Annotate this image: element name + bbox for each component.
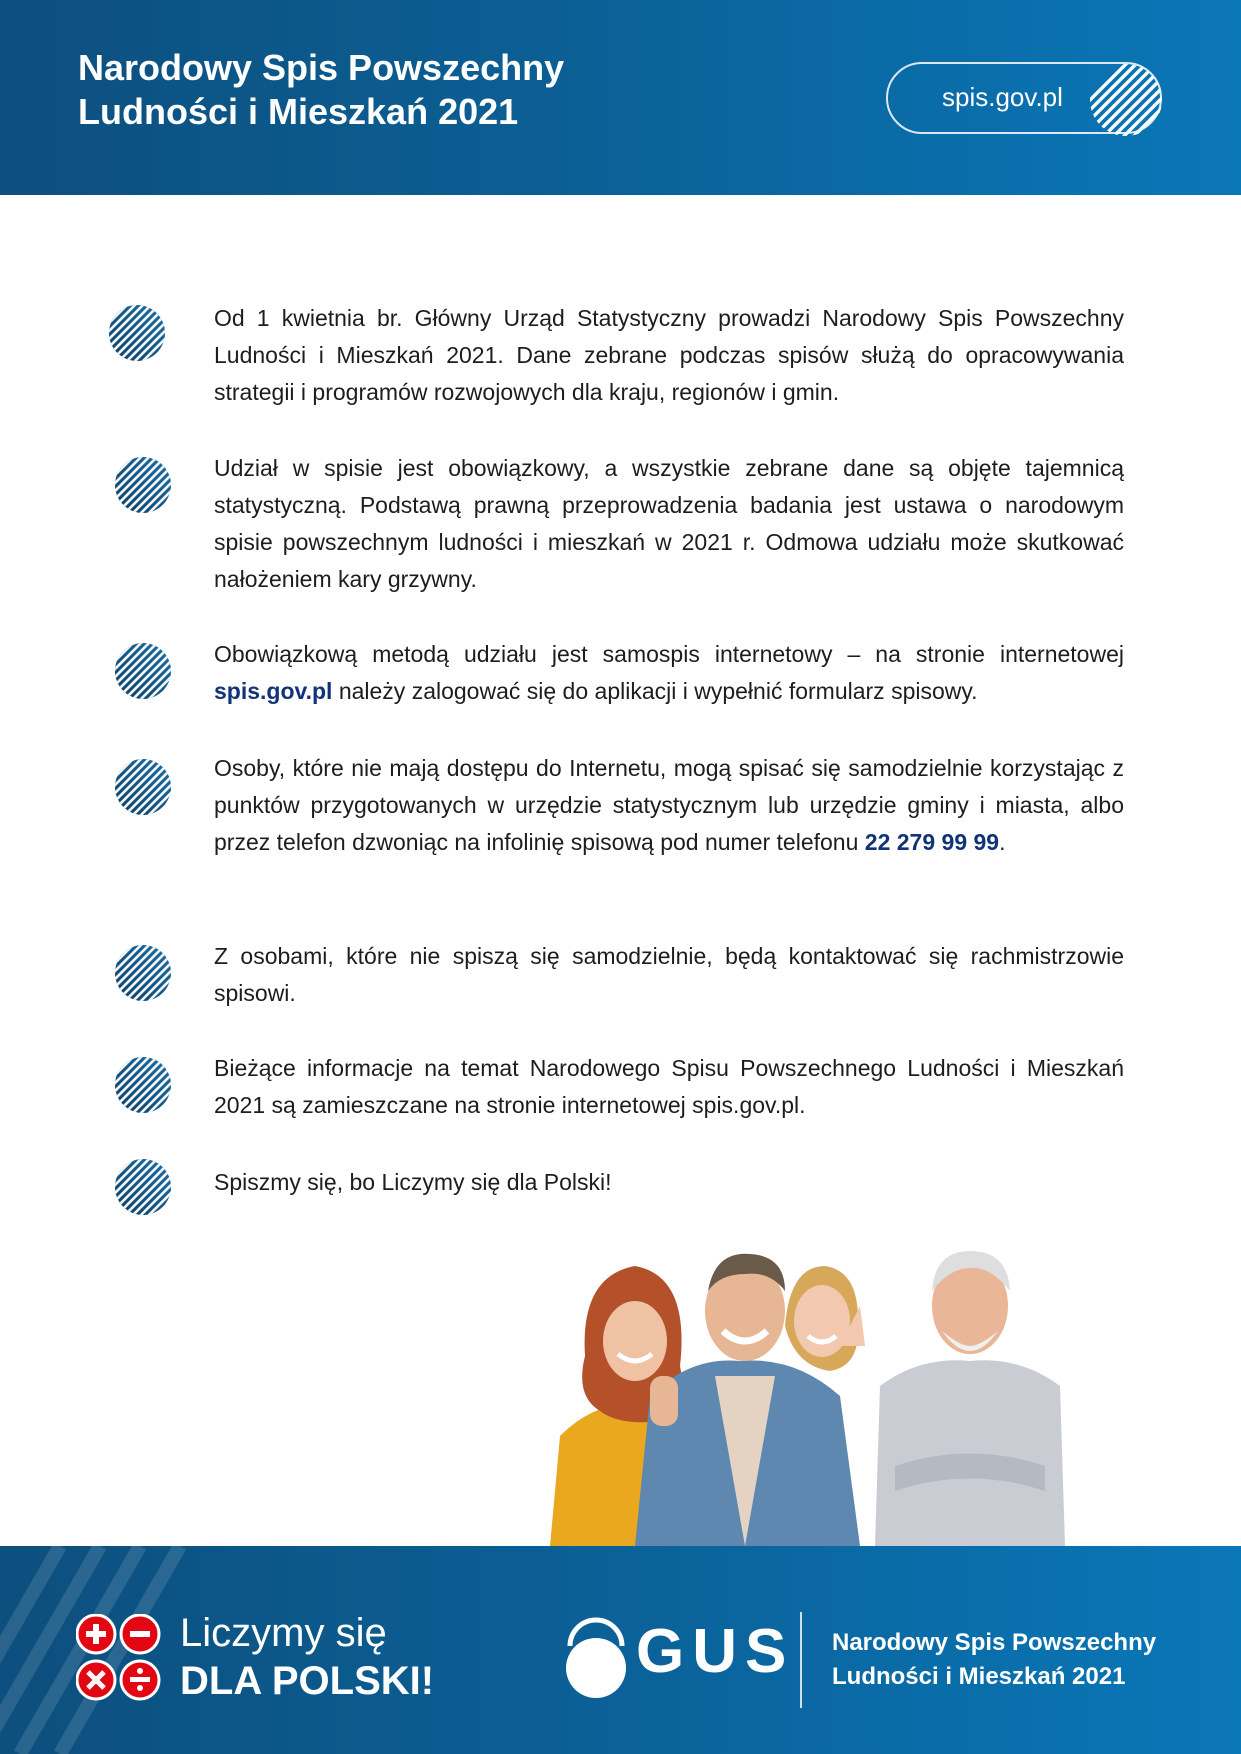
- list-item-text: [214, 636, 1124, 710]
- math-operators-icon: [76, 1614, 164, 1702]
- striped-circle-icon: [114, 1158, 172, 1216]
- paragraph-text: Udział w spisie jest obowiązkowy, a wszystkie zebrane dane są objęte tajemnicą statystyczną. Podstawą prawną przeprowadzenia badania jest ustawa o narodowym spisie powszechnym ludności i mieszkań w 2021 r. Odmowa udziału może skutkować nałożeniem kary grzywny.: [214, 455, 1124, 592]
- footer-title-line-2: Ludności i Mieszkań 2021: [832, 1663, 1126, 1690]
- paragraph-text: należy zalogować się do aplikacji i wypełnić formularz spisowy.: [332, 678, 978, 704]
- highlighted-link[interactable]: spis.gov.pl: [214, 678, 333, 704]
- striped-circle-icon: [108, 304, 166, 362]
- highlighted-link[interactable]: 22 279 99 99: [864, 829, 1000, 855]
- paragraph-text: Osoby, które nie mają dostępu do Internetu, mogą spisać się samodzielnie korzystając z punktów przygotowanych w urzędzie statystycznym lub urzędzie gminy i miasta, albo przez telefon dzwoniąc na infolinię spisową pod numer telefonu: [214, 755, 1124, 855]
- striped-circle-icon: [114, 642, 172, 700]
- paragraph-text: Spiszmy się, bo Liczymy się dla Polski!: [214, 1169, 612, 1195]
- list-item-text: [214, 1050, 1124, 1124]
- striped-circle-icon: [114, 758, 172, 816]
- list-item-text: [214, 938, 1124, 1012]
- person-girl-figure: [785, 1266, 865, 1371]
- list-item-text: [214, 450, 1124, 598]
- website-url[interactable]: spis.gov.pl: [942, 82, 1063, 112]
- list-item-text: [214, 750, 1124, 861]
- striped-circle-icon: [114, 456, 172, 514]
- footer-title-line-1: Narodowy Spis Powszechny: [832, 1629, 1157, 1656]
- divider: [800, 1612, 802, 1708]
- person-older-man-figure: [875, 1251, 1065, 1546]
- paragraph-text: .: [999, 829, 1006, 855]
- striped-circle-icon: [114, 1056, 172, 1114]
- gus-logo-icon: [556, 1606, 636, 1706]
- slogan-line-2: DLA POLSKI!: [180, 1659, 435, 1703]
- paragraph-text: Obowiązkową metodą udziału jest samospis internetowy – na stronie internetowej: [214, 641, 1124, 667]
- paragraph-text: Bieżące informacje na temat Narodowego Spisu Powszechnego Ludności i Mieszkań 2021 są zamieszczane na stronie internetowej spis.gov.pl.: [214, 1055, 1124, 1118]
- family-photo: [540, 1236, 1140, 1546]
- title-line-2: Ludności i Mieszkań 2021: [78, 91, 519, 132]
- footer-title: [832, 1626, 1156, 1694]
- gus-wordmark: GUS: [636, 1617, 795, 1686]
- footer-banner: [0, 1546, 1241, 1754]
- list-item-text: [214, 1164, 1124, 1201]
- slogan-line-1: Liczymy się: [180, 1611, 387, 1655]
- striped-circle-icon: [114, 944, 172, 1002]
- paragraph-text: Od 1 kwietnia br. Główny Urząd Statystyczny prowadzi Narodowy Spis Powszechny Ludności i Mieszkań 2021. Dane zebrane podczas spisów służą do opracowywania strategii i programów rozwojowych dla kraju, regionów i gmin.: [214, 305, 1124, 405]
- list-item-text: [214, 300, 1124, 411]
- title-line-1: Narodowy Spis Powszechny: [78, 47, 565, 88]
- paragraph-text: Z osobami, które nie spiszą się samodzielnie, będą kontaktować się rachmistrzowie spisowi.: [214, 943, 1124, 1006]
